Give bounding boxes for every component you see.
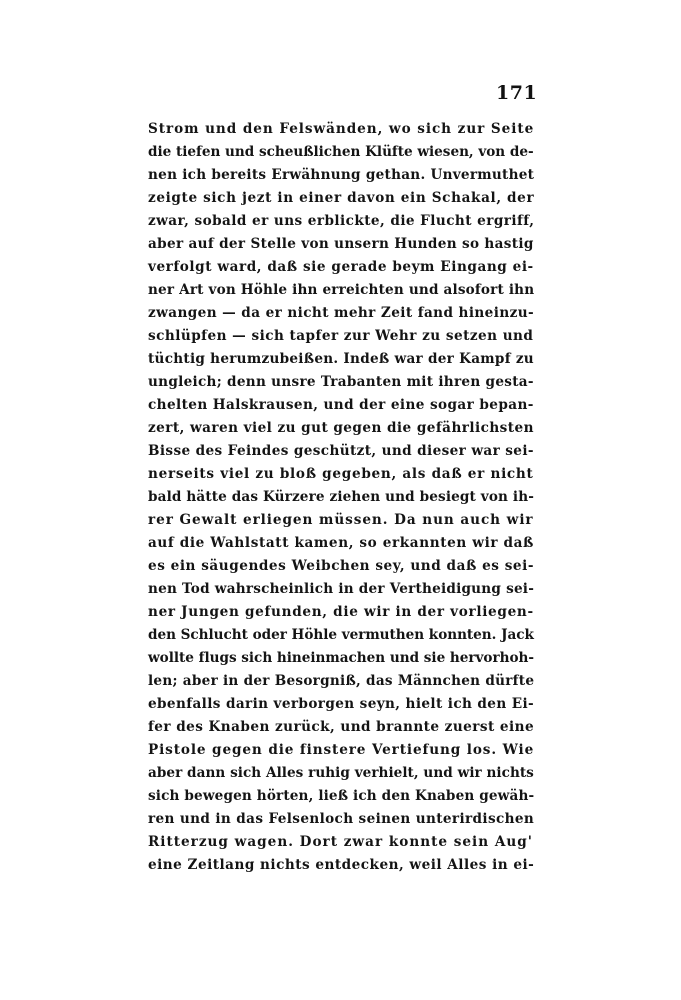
text-line: eine Zeitlang nichts entdecken, weil Alles in ei- — [148, 857, 535, 873]
text-line: rer Gewalt erliegen müssen. Da nun auch wir — [148, 512, 534, 528]
text-line: Bisse des Feindes geschützt, und dieser war sei- — [148, 443, 534, 459]
text-line: aber dann sich Alles ruhig verhielt, und wir nichts — [148, 765, 534, 781]
text-line: auf die Wahlstatt kamen, so erkannten wir daß — [148, 535, 535, 551]
text-line: ebenfalls darin verborgen seyn, hielt ich den Ei- — [148, 696, 535, 712]
text-line: verfolgt ward, daß sie gerade beym Eingang ei- — [148, 259, 534, 275]
text-line: ren und in das Felsenloch seinen unterirdischen — [148, 811, 535, 827]
text-line: nen Tod wahrscheinlich in der Vertheidigung sei- — [148, 581, 535, 597]
text-line: nen ich bereits Erwähnung gethan. Unvermuthet — [148, 167, 535, 183]
text-line: zwangen — da er nicht mehr Zeit fand hineinzu- — [148, 305, 535, 321]
text-line: aber auf der Stelle von unsern Hunden so hastig — [148, 236, 534, 252]
text-line: es ein säugendes Weibchen sey, und daß es sei- — [148, 558, 535, 574]
text-line: ungleich; denn unsre Trabanten mit ihren gesta- — [148, 374, 534, 390]
text-line: zwar, sobald er uns erblickte, die Flucht ergriff, — [148, 213, 535, 229]
page-number: 171 — [496, 82, 538, 104]
text-line: nerseits viel zu bloß gegeben, als daß er nicht — [148, 466, 534, 482]
text-line: zeigte sich jezt in einer davon ein Schakal, der — [148, 190, 535, 206]
text-line: sich bewegen hörten, ließ ich den Knaben gewäh- — [148, 788, 535, 804]
text-line: Pistole gegen die finstere Vertiefung los. Wie — [148, 742, 535, 758]
text-line: fer des Knaben zurück, und brannte zuerst eine — [148, 719, 535, 735]
text-line: chelten Halskrausen, und der eine sogar bepan- — [148, 397, 534, 413]
body-text — [148, 118, 534, 877]
text-line: wollte flugs sich hineinmachen und sie hervorhoh- — [148, 650, 535, 666]
text-line: bald hätte das Kürzere ziehen und besiegt von ih- — [148, 489, 534, 505]
text-line: den Schlucht oder Höhle vermuthen konnten. Jack — [148, 627, 534, 643]
text-line: len; aber in der Besorgniß, das Männchen dürfte — [148, 673, 535, 689]
text-line: Ritterzug wagen. Dort zwar konnte sein Aug' — [148, 834, 533, 850]
text-line: schlüpfen — sich tapfer zur Wehr zu setzen und — [148, 328, 534, 344]
text-line: ner Jungen gefunden, die wir in der vorliegen- — [148, 604, 534, 620]
text-line: ner Art von Höhle ihn erreichten und alsofort ihn — [148, 282, 535, 298]
text-line: die tiefen und scheußlichen Klüfte wiesen, von de- — [148, 144, 534, 160]
text-line: tüchtig herumzubeißen. Indeß war der Kampf zu — [148, 351, 534, 367]
text-line: Strom und den Felswänden, wo sich zur Seite — [148, 121, 535, 137]
text-line: zert, waren viel zu gut gegen die gefährlichsten — [148, 420, 534, 436]
